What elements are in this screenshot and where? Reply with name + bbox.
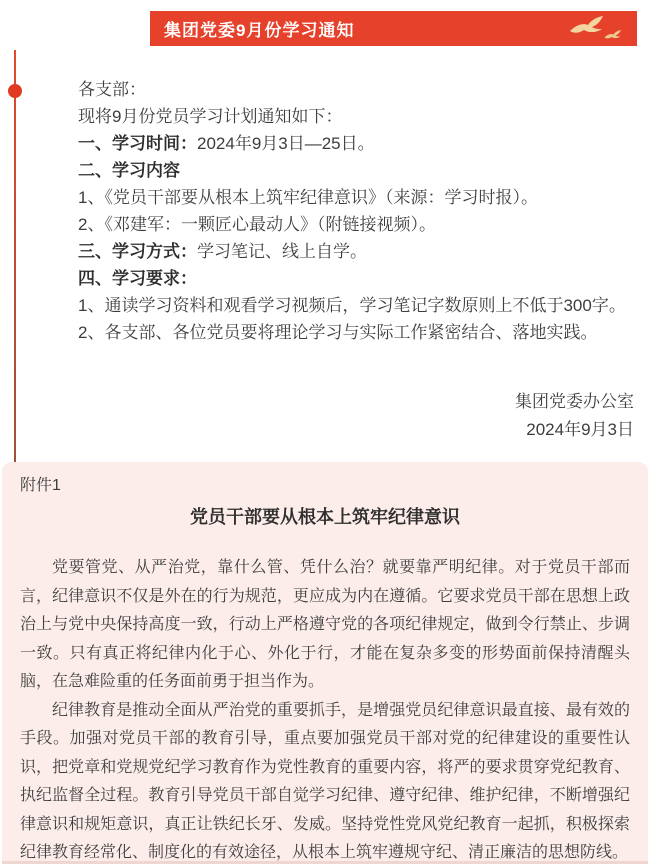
notice-line-bold: 二、学习内容 xyxy=(78,161,180,180)
notice-line-text: 1、《党员干部要从根本上筑牢纪律意识》（来源：学习时报）。 xyxy=(78,188,538,207)
notice-line xyxy=(78,103,636,130)
attachment-title: 党员干部要从根本上筑牢纪律意识 xyxy=(190,507,460,527)
timeline-line xyxy=(14,50,16,462)
notice-line xyxy=(78,211,636,238)
timeline-dot xyxy=(8,84,22,98)
notice-line-bold: 一、学习时间： xyxy=(78,134,197,153)
notice-line-text: 学习笔记、线上自学。 xyxy=(197,242,367,261)
notice-line xyxy=(78,157,636,184)
attachment-paragraph-2: 纪律教育是推动全面从严治党的重要抓手，是增强党员纪律意识最直接、最有效的手段。加强对党员干部的教育引导，重点要加强党员干部对党的纪律建设的重要性认识，把党章和党规党纪学习教育作为党性教育的重要内容，将严的要求贯穿党纪教育、执纪监督全过程。教育引导党员干部自觉学习纪律、遵守纪律、维护纪律，不断增强纪律意识和规矩意识，真正让铁纪长牙、发威。坚持党性党风党纪教育一起抓，积极探索纪律教育经常化、制度化的有效途径，从根本上筑牢遵规守纪、清正廉洁的思想防线。 xyxy=(20,701,630,861)
attachment-label: 附件1 xyxy=(20,477,61,494)
notice-line xyxy=(78,292,636,319)
doves-icon xyxy=(567,12,623,46)
notice-banner xyxy=(150,11,637,46)
signature-office: 集团党委办公室 xyxy=(515,392,634,411)
notice-line-text: 2024年9月3日—25日。 xyxy=(197,134,375,153)
signature-block xyxy=(515,388,634,444)
signature-date: 2024年9月3日 xyxy=(526,420,634,439)
notice-line xyxy=(78,265,636,292)
notice-line xyxy=(78,319,636,346)
notice-line xyxy=(78,184,636,211)
notice-line xyxy=(78,238,636,265)
attachment-panel xyxy=(2,462,648,864)
notice-body xyxy=(78,76,636,346)
notice-line-text: 1、通读学习资料和观看学习视频后，学习笔记字数原则上不低于300字。 xyxy=(78,296,626,315)
attachment-paragraph-1: 党要管党、从严治党，靠什么管、凭什么治？就要靠严明纪律。对于党员干部而言，纪律意识不仅是外在的行为规范，更应成为内在遵循。它要求党员干部在思想上政治上与党中央保持高度一致，行动上严格遵守党的各项纪律规定，做到令行禁止、步调一致。只有真正将纪律内化于心、外化于行，才能在复杂多变的形势面前保持清醒头脑，在急难险重的任务面前勇于担当作为。 xyxy=(20,559,630,690)
notice-line xyxy=(78,130,636,157)
banner-title: 集团党委9月份学习通知 xyxy=(164,21,355,40)
notice-line-bold: 三、学习方式： xyxy=(78,242,197,261)
notice-line-bold: 四、学习要求： xyxy=(78,269,197,288)
notice-line-text: 现将9月份党员学习计划通知如下： xyxy=(78,107,343,126)
notice-line-text: 2、各支部、各位党员要将理论学习与实际工作紧密结合、落地实践。 xyxy=(78,323,598,342)
notice-line xyxy=(78,76,636,103)
notice-line-text: 各支部： xyxy=(78,80,146,99)
notice-line-text: 2、《邓建军：一颗匠心最动人》（附链接视频）。 xyxy=(78,215,436,234)
